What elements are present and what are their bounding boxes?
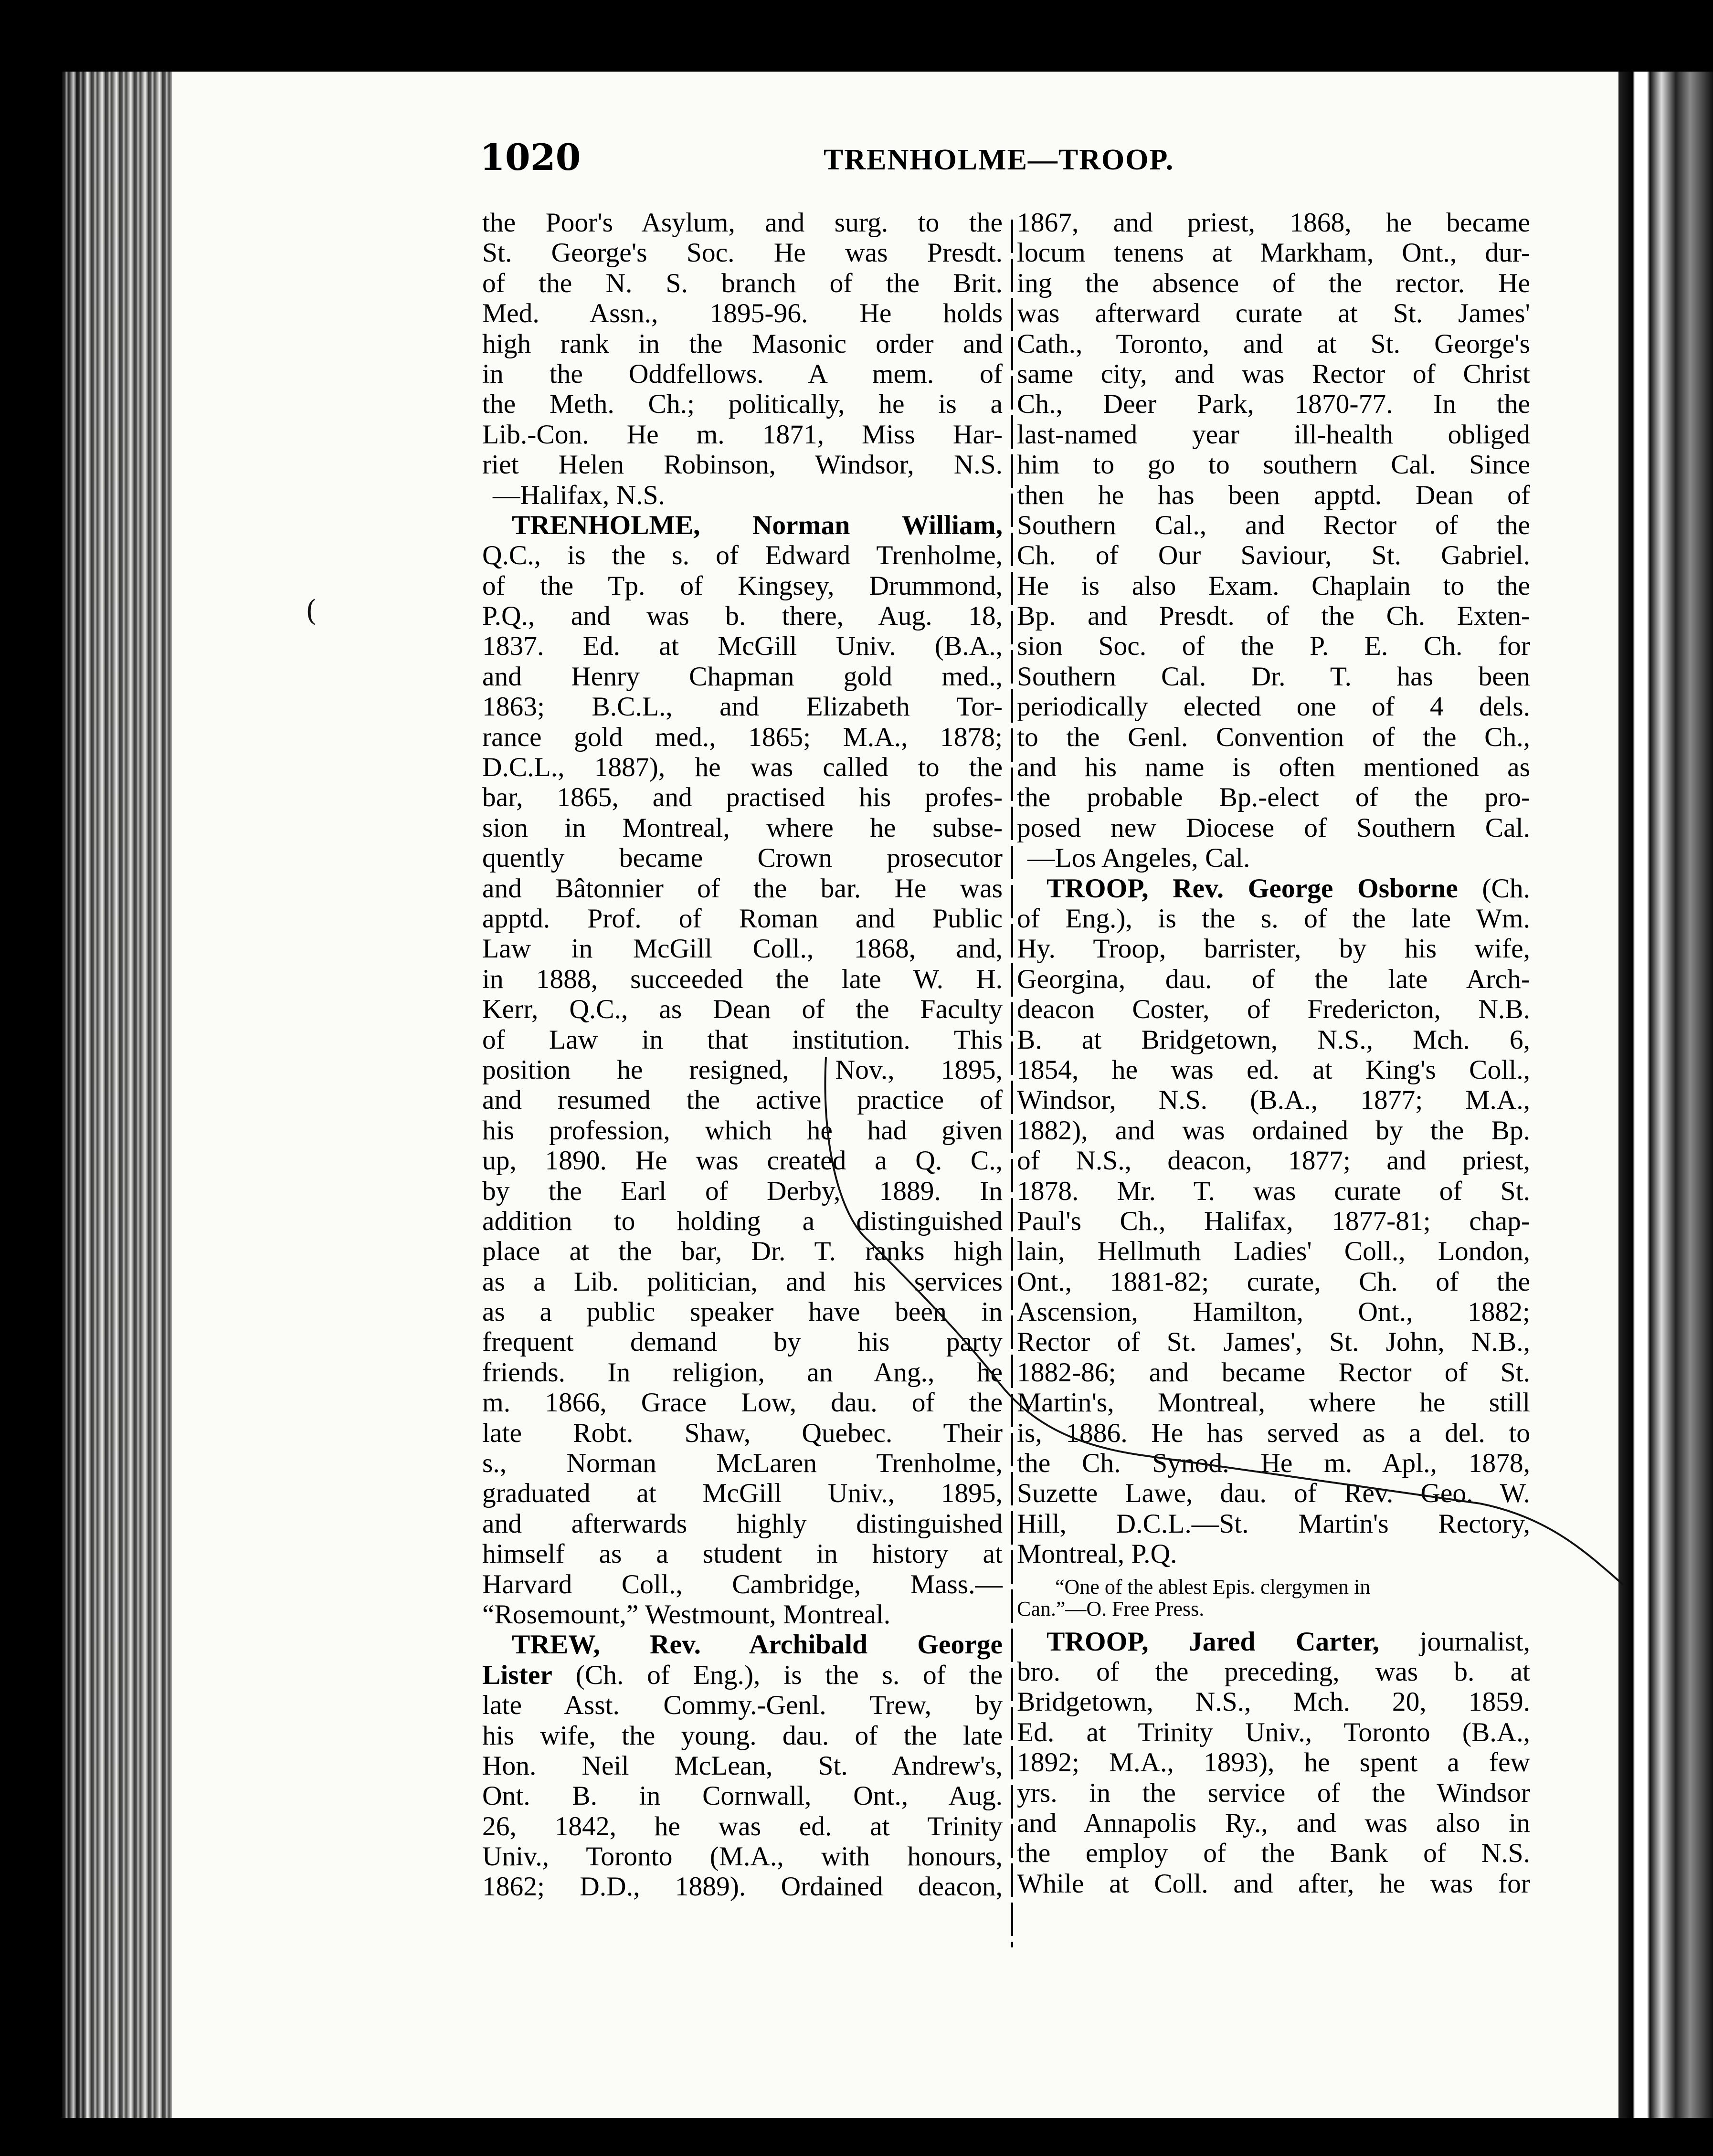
text-line: Lister (Ch. of Eng.), is the s. of the	[482, 1660, 1003, 1690]
text-line: TROOP, Rev. George Osborne (Ch.	[1047, 873, 1530, 904]
text-line: late Robt. Shaw, Quebec. Their	[482, 1418, 1003, 1448]
text-line: D.C.L., 1887), he was called to the	[482, 752, 1003, 783]
text-line: B. at Bridgetown, N.S., Mch. 6,	[1017, 1024, 1530, 1055]
quote-line-1: “One of the ablest Epis. clergymen in	[1055, 1575, 1371, 1599]
text-line: the Meth. Ch.; politically, he is a	[482, 389, 1003, 420]
text-line: and resumed the active practice of	[482, 1085, 1003, 1115]
text-line: Southern Cal., and Rector of the	[1017, 510, 1530, 540]
text-line: Hy. Troop, barrister, by his wife,	[1017, 934, 1530, 964]
text-line: place at the bar, Dr. T. ranks high	[482, 1236, 1003, 1267]
text-line: his profession, which he had given	[482, 1115, 1003, 1146]
quote-line-2: Can.”—O. Free Press.	[1017, 1597, 1205, 1620]
text-line: Ch., Deer Park, 1870-77. In the	[1017, 389, 1530, 420]
entry-headword: TROOP, Jared Carter,	[1047, 1626, 1379, 1657]
text-line: yrs. in the service of the Windsor	[1017, 1777, 1530, 1808]
text-line: sion in Montreal, where he subse-	[482, 812, 1003, 843]
text-line: Med. Assn., 1895-96. He holds	[482, 298, 1003, 329]
text-line: sion Soc. of the P. E. Ch. for	[1017, 631, 1530, 662]
right-column-main	[1017, 208, 1530, 1569]
text-line: addition to holding a distinguished	[482, 1206, 1003, 1236]
text-line: St. George's Soc. He was Presdt.	[482, 238, 1003, 268]
text-line: m. 1866, Grace Low, dau. of the	[482, 1388, 1003, 1418]
text-line: late Asst. Commy.-Genl. Trew, by	[482, 1690, 1003, 1721]
text-line: as a Lib. politician, and his services	[482, 1266, 1003, 1297]
left-column	[482, 208, 1003, 1902]
text-line: bro. of the preceding, was b. at	[1017, 1656, 1530, 1687]
text-line: of the N. S. branch of the Brit.	[482, 268, 1003, 298]
entry-headword: TROOP, Rev. George Osborne	[1047, 873, 1458, 904]
text-line: TROOP, Jared Carter, journalist,	[1047, 1626, 1530, 1657]
text-line: of the Tp. of Kingsey, Drummond,	[482, 570, 1003, 601]
text-line: Suzette Lawe, dau. of Rev. Geo. W.	[1017, 1478, 1530, 1509]
text-line: him to go to southern Cal. Since	[1017, 450, 1530, 480]
text-line: Martin's, Montreal, where he still	[1017, 1388, 1530, 1418]
text-line: 1862; D.D., 1889). Ordained deacon,	[482, 1872, 1003, 1902]
text-line: periodically elected one of 4 dels.	[1017, 692, 1530, 722]
text-line: deacon Coster, of Fredericton, N.B.	[1017, 994, 1530, 1025]
column-rule	[1011, 220, 1013, 1947]
scan-frame-top	[0, 0, 1713, 76]
text-line: the Ch. Synod. He m. Apl., 1878,	[1017, 1448, 1530, 1479]
text-line: Montreal, P.Q.	[1017, 1539, 1177, 1569]
text-line: himself as a student in history at	[482, 1539, 1003, 1569]
text-line: Hill, D.C.L.—St. Martin's Rectory,	[1017, 1508, 1530, 1539]
text-line: —Halifax, N.S.	[493, 480, 665, 510]
text-line: 1878. Mr. T. was curate of St.	[1017, 1176, 1530, 1206]
entry-headword: TREW, Rev. Archibald George	[512, 1630, 1003, 1660]
text-line: Rector of St. James', St. John, N.B.,	[1017, 1327, 1530, 1357]
text-line: frequent demand by his party	[482, 1327, 1003, 1357]
text-line: He is also Exam. Chaplain to the	[1017, 570, 1530, 601]
text-line: and Henry Chapman gold med.,	[482, 661, 1003, 692]
text-line: by the Earl of Derby, 1889. In	[482, 1176, 1003, 1206]
text-line: last-named year ill-health obliged	[1017, 419, 1530, 450]
text-line: of Eng.), is the s. of the late Wm.	[1017, 903, 1530, 934]
text-line: 1882-86; and became Rector of St.	[1017, 1357, 1530, 1388]
text-line	[482, 510, 1003, 540]
text-line: Ascension, Hamilton, Ont., 1882;	[1017, 1297, 1530, 1327]
running-head: TRENHOLME—TROOP.	[824, 144, 1174, 176]
text-line: Bp. and Presdt. of the Ch. Exten-	[1017, 601, 1530, 631]
text-line: Q.C., is the s. of Edward Trenholme,	[482, 540, 1003, 571]
text-line: Southern Cal. Dr. T. has been	[1017, 661, 1530, 692]
text-line: “Rosemount,” Westmount, Montreal.	[482, 1599, 891, 1630]
text-line: then he has been apptd. Dean of	[1017, 480, 1530, 510]
right-column	[1017, 208, 1530, 1899]
text-line: Lib.-Con. He m. 1871, Miss Har-	[482, 419, 1003, 450]
text-line: —Los Angeles, Cal.	[1027, 843, 1250, 873]
text-line: bar, 1865, and practised his profes-	[482, 782, 1003, 813]
text-line: of Law in that institution. This	[482, 1024, 1003, 1055]
text-line: lain, Hellmuth Ladies' Coll., London,	[1017, 1236, 1530, 1267]
text-line: of N.S., deacon, 1877; and priest,	[1017, 1146, 1530, 1176]
text-line: is, 1886. He has served as a del. to	[1017, 1418, 1530, 1448]
text-line: Law in McGill Coll., 1868, and,	[482, 934, 1003, 964]
text-line	[482, 1630, 1003, 1660]
text-line: Hon. Neil McLean, St. Andrew's,	[482, 1750, 1003, 1781]
text-line: 1892; M.A., 1893), he spent a few	[1017, 1747, 1530, 1778]
scan-right-edge	[1618, 72, 1713, 2119]
text-line: graduated at McGill Univ., 1895,	[482, 1478, 1003, 1509]
text-line: same city, and was Rector of Christ	[1017, 358, 1530, 389]
text-line: high rank in the Masonic order and	[482, 328, 1003, 359]
page-number: 1020	[480, 136, 581, 179]
text-line: locum tenens at Markham, Ont., dur-	[1017, 238, 1530, 268]
text-line: and Bâtonnier of the bar. He was	[482, 873, 1003, 904]
text-line: and Annapolis Ry., and was also in	[1017, 1808, 1530, 1838]
margin-mark: (	[306, 594, 317, 628]
right-column-end	[1017, 1627, 1530, 1899]
text-line: was afterward curate at St. James'	[1017, 298, 1530, 329]
entry-headword: Lister	[482, 1660, 552, 1690]
text-line: Ch. of Our Saviour, St. Gabriel.	[1017, 540, 1530, 571]
text-line: Univ., Toronto (M.A., with honours,	[482, 1841, 1003, 1872]
text-line: friends. In religion, an Ang., he	[482, 1357, 1003, 1388]
text-line: rance gold med., 1865; M.A., 1878;	[482, 722, 1003, 752]
text-line: the probable Bp.-elect of the pro-	[1017, 782, 1530, 813]
entry-headword: TRENHOLME, Norman William,	[512, 510, 1003, 540]
text-line: the employ of the Bank of N.S.	[1017, 1838, 1530, 1869]
text-line: 1867, and priest, 1868, he became	[1017, 208, 1530, 238]
text-line: s., Norman McLaren Trenholme,	[482, 1448, 1003, 1479]
text-line: Windsor, N.S. (B.A., 1877; M.A.,	[1017, 1085, 1530, 1115]
text-line: Ed. at Trinity Univ., Toronto (B.A.,	[1017, 1717, 1530, 1747]
text-line: Ont., 1881-82; curate, Ch. of the	[1017, 1266, 1530, 1297]
text-line: Ont. B. in Cornwall, Ont., Aug.	[482, 1781, 1003, 1811]
text-line: P.Q., and was b. there, Aug. 18,	[482, 601, 1003, 631]
text-line: position he resigned, Nov., 1895,	[482, 1054, 1003, 1085]
text-line: as a public speaker have been in	[482, 1297, 1003, 1327]
text-line: Paul's Ch., Halifax, 1877-81; chap-	[1017, 1206, 1530, 1236]
text-line: riet Helen Robinson, Windsor, N.S.	[482, 450, 1003, 480]
text-line: and afterwards highly distinguished	[482, 1508, 1003, 1539]
text-line: 26, 1842, he was ed. at Trinity	[482, 1811, 1003, 1841]
text-line: Harvard Coll., Cambridge, Mass.—	[482, 1569, 1003, 1599]
scan-frame-bottom	[0, 2118, 1713, 2156]
text-line: 1882), and was ordained by the Bp.	[1017, 1115, 1530, 1146]
text-line: posed new Diocese of Southern Cal.	[1017, 812, 1530, 843]
text-line: up, 1890. He was created a Q. C.,	[482, 1146, 1003, 1176]
text-line: 1837. Ed. at McGill Univ. (B.A.,	[482, 631, 1003, 662]
text-line: in 1888, succeeded the late W. H.	[482, 964, 1003, 994]
text-line: apptd. Prof. of Roman and Public	[482, 903, 1003, 934]
text-line: Cath., Toronto, and at St. George's	[1017, 328, 1530, 359]
text-line: to the Genl. Convention of the Ch.,	[1017, 722, 1530, 752]
text-line: the Poor's Asylum, and surg. to the	[482, 208, 1003, 238]
text-line: 1863; B.C.L., and Elizabeth Tor-	[482, 692, 1003, 722]
text-line: his wife, the young. dau. of the late	[482, 1720, 1003, 1751]
text-line: While at Coll. and after, he was for	[1017, 1868, 1530, 1899]
binding-edge	[62, 72, 172, 2119]
text-line: in the Oddfellows. A mem. of	[482, 358, 1003, 389]
text-line: and his name is often mentioned as	[1017, 752, 1530, 783]
text-line: Georgina, dau. of the late Arch-	[1017, 964, 1530, 994]
text-line: 1854, he was ed. at King's Coll.,	[1017, 1054, 1530, 1085]
text-line: Bridgetown, N.S., Mch. 20, 1859.	[1017, 1687, 1530, 1717]
text-line: Kerr, Q.C., as Dean of the Faculty	[482, 994, 1003, 1025]
text-line: ing the absence of the rector. He	[1017, 268, 1530, 298]
text-line: quently became Crown prosecutor	[482, 843, 1003, 873]
